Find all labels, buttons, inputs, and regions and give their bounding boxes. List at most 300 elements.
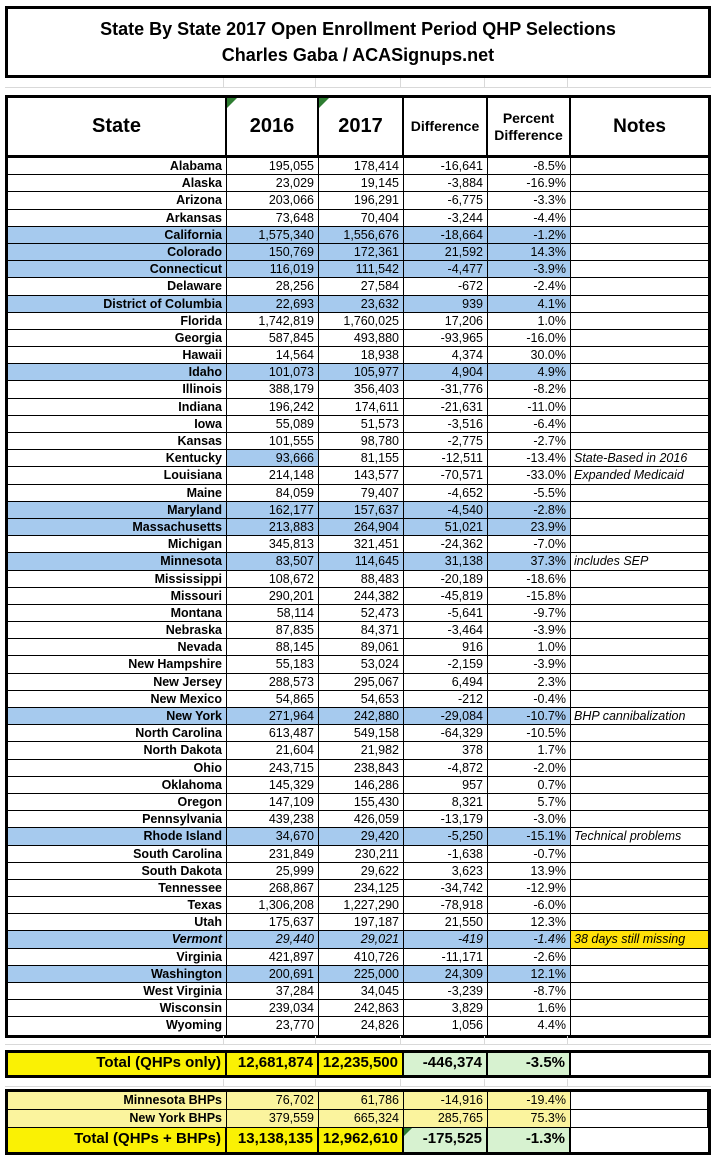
nevada-2017-cell[interactable]: 89,061 [319, 639, 404, 656]
new-jersey-note-cell[interactable] [571, 674, 708, 691]
grand-total-2017-cell[interactable]: 12,962,610 [319, 1128, 404, 1152]
north-dakota-2017-cell[interactable]: 21,982 [319, 742, 404, 759]
ohio-diff-cell[interactable]: -4,872 [404, 760, 488, 777]
hawaii-note-cell[interactable] [571, 347, 708, 364]
colorado-state-cell[interactable]: Colorado [8, 244, 227, 261]
montana-2016-cell[interactable]: 58,114 [227, 605, 319, 622]
kansas-diff-cell[interactable]: -2,775 [404, 433, 488, 450]
illinois-pct-cell[interactable]: -8.2% [488, 381, 571, 398]
wyoming-pct-cell[interactable]: 4.4% [488, 1017, 571, 1034]
ohio-2016-cell[interactable]: 243,715 [227, 760, 319, 777]
indiana-diff-cell[interactable]: -21,631 [404, 399, 488, 416]
maine-note-cell[interactable] [571, 485, 708, 502]
district-of-columbia-diff-cell[interactable]: 939 [404, 296, 488, 313]
montana-state-cell[interactable]: Montana [8, 605, 227, 622]
kentucky-pct-cell[interactable]: -13.4% [488, 450, 571, 467]
delaware-2017-cell[interactable]: 27,584 [319, 278, 404, 295]
west-virginia-2016-cell[interactable]: 37,284 [227, 983, 319, 1000]
wyoming-state-cell[interactable]: Wyoming [8, 1017, 227, 1034]
south-carolina-2017-cell[interactable]: 230,211 [319, 846, 404, 863]
minnesota-2016-cell[interactable]: 83,507 [227, 553, 319, 570]
north-carolina-note-cell[interactable] [571, 725, 708, 742]
washington-note-cell[interactable] [571, 966, 708, 983]
oklahoma-2016-cell[interactable]: 145,329 [227, 777, 319, 794]
minnesota-pct-cell[interactable]: 37.3% [488, 553, 571, 570]
new-jersey-pct-cell[interactable]: 2.3% [488, 674, 571, 691]
maine-diff-cell[interactable]: -4,652 [404, 485, 488, 502]
new-york-2016-cell[interactable]: 271,964 [227, 708, 319, 725]
wisconsin-2017-cell[interactable]: 242,863 [319, 1000, 404, 1017]
nevada-note-cell[interactable] [571, 639, 708, 656]
tennessee-pct-cell[interactable]: -12.9% [488, 880, 571, 897]
arizona-pct-cell[interactable]: -3.3% [488, 192, 571, 209]
california-pct-cell[interactable]: -1.2% [488, 227, 571, 244]
montana-pct-cell[interactable]: -9.7% [488, 605, 571, 622]
michigan-pct-cell[interactable]: -7.0% [488, 536, 571, 553]
colorado-pct-cell[interactable]: 14.3% [488, 244, 571, 261]
maine-2017-cell[interactable]: 79,407 [319, 485, 404, 502]
delaware-2016-cell[interactable]: 28,256 [227, 278, 319, 295]
arkansas-note-cell[interactable] [571, 210, 708, 227]
utah-2017-cell[interactable]: 197,187 [319, 914, 404, 931]
new-mexico-pct-cell[interactable]: -0.4% [488, 691, 571, 708]
ohio-state-cell[interactable]: Ohio [8, 760, 227, 777]
hawaii-state-cell[interactable]: Hawaii [8, 347, 227, 364]
idaho-diff-cell[interactable]: 4,904 [404, 364, 488, 381]
south-dakota-note-cell[interactable] [571, 863, 708, 880]
maryland-2016-cell[interactable]: 162,177 [227, 502, 319, 519]
north-dakota-pct-cell[interactable]: 1.7% [488, 742, 571, 759]
mississippi-2016-cell[interactable]: 108,672 [227, 571, 319, 588]
wyoming-2017-cell[interactable]: 24,826 [319, 1017, 404, 1034]
michigan-state-cell[interactable]: Michigan [8, 536, 227, 553]
district-of-columbia-2017-cell[interactable]: 23,632 [319, 296, 404, 313]
maryland-diff-cell[interactable]: -4,540 [404, 502, 488, 519]
grand-total-notes-cell[interactable] [571, 1128, 708, 1152]
california-note-cell[interactable] [571, 227, 708, 244]
texas-diff-cell[interactable]: -78,918 [404, 897, 488, 914]
tennessee-note-cell[interactable] [571, 880, 708, 897]
hawaii-2016-cell[interactable]: 14,564 [227, 347, 319, 364]
west-virginia-pct-cell[interactable]: -8.7% [488, 983, 571, 1000]
grand-total-diff-cell[interactable]: -175,525 [404, 1128, 488, 1152]
district-of-columbia-2016-cell[interactable]: 22,693 [227, 296, 319, 313]
nebraska-2016-cell[interactable]: 87,835 [227, 622, 319, 639]
nebraska-2017-cell[interactable]: 84,371 [319, 622, 404, 639]
north-dakota-state-cell[interactable]: North Dakota [8, 742, 227, 759]
west-virginia-2017-cell[interactable]: 34,045 [319, 983, 404, 1000]
illinois-2016-cell[interactable]: 388,179 [227, 381, 319, 398]
tennessee-2016-cell[interactable]: 268,867 [227, 880, 319, 897]
missouri-state-cell[interactable]: Missouri [8, 588, 227, 605]
new-hampshire-diff-cell[interactable]: -2,159 [404, 656, 488, 673]
west-virginia-note-cell[interactable] [571, 983, 708, 1000]
missouri-note-cell[interactable] [571, 588, 708, 605]
hawaii-pct-cell[interactable]: 30.0% [488, 347, 571, 364]
indiana-pct-cell[interactable]: -11.0% [488, 399, 571, 416]
oregon-2017-cell[interactable]: 155,430 [319, 794, 404, 811]
nevada-state-cell[interactable]: Nevada [8, 639, 227, 656]
oklahoma-diff-cell[interactable]: 957 [404, 777, 488, 794]
colorado-diff-cell[interactable]: 21,592 [404, 244, 488, 261]
texas-state-cell[interactable]: Texas [8, 897, 227, 914]
oregon-state-cell[interactable]: Oregon [8, 794, 227, 811]
ny-bhp-diff-cell[interactable]: 285,765 [404, 1110, 488, 1128]
michigan-note-cell[interactable] [571, 536, 708, 553]
grand-total-2016-cell[interactable]: 13,138,135 [227, 1128, 319, 1152]
kentucky-diff-cell[interactable]: -12,511 [404, 450, 488, 467]
mississippi-diff-cell[interactable]: -20,189 [404, 571, 488, 588]
mississippi-note-cell[interactable] [571, 571, 708, 588]
tennessee-2017-cell[interactable]: 234,125 [319, 880, 404, 897]
ohio-note-cell[interactable] [571, 760, 708, 777]
maine-2016-cell[interactable]: 84,059 [227, 485, 319, 502]
arkansas-pct-cell[interactable]: -4.4% [488, 210, 571, 227]
iowa-state-cell[interactable]: Iowa [8, 416, 227, 433]
georgia-2017-cell[interactable]: 493,880 [319, 330, 404, 347]
montana-2017-cell[interactable]: 52,473 [319, 605, 404, 622]
louisiana-pct-cell[interactable]: -33.0% [488, 467, 571, 484]
massachusetts-note-cell[interactable] [571, 519, 708, 536]
louisiana-state-cell[interactable]: Louisiana [8, 467, 227, 484]
kentucky-state-cell[interactable]: Kentucky [8, 450, 227, 467]
texas-2016-cell[interactable]: 1,306,208 [227, 897, 319, 914]
texas-2017-cell[interactable]: 1,227,290 [319, 897, 404, 914]
montana-diff-cell[interactable]: -5,641 [404, 605, 488, 622]
delaware-diff-cell[interactable]: -672 [404, 278, 488, 295]
grand-total-label-cell[interactable]: Total (QHPs + BHPs) [8, 1128, 227, 1152]
pennsylvania-2017-cell[interactable]: 426,059 [319, 811, 404, 828]
missouri-2016-cell[interactable]: 290,201 [227, 588, 319, 605]
idaho-2016-cell[interactable]: 101,073 [227, 364, 319, 381]
colorado-2016-cell[interactable]: 150,769 [227, 244, 319, 261]
ny-bhp-pct-cell[interactable]: 75.3% [488, 1110, 571, 1128]
washington-diff-cell[interactable]: 24,309 [404, 966, 488, 983]
qhp-total-2016-cell[interactable]: 12,681,874 [227, 1053, 319, 1075]
new-mexico-2016-cell[interactable]: 54,865 [227, 691, 319, 708]
south-carolina-note-cell[interactable] [571, 846, 708, 863]
alaska-diff-cell[interactable]: -3,884 [404, 175, 488, 192]
qhp-total-2017-cell[interactable]: 12,235,500 [319, 1053, 404, 1075]
georgia-diff-cell[interactable]: -93,965 [404, 330, 488, 347]
wyoming-diff-cell[interactable]: 1,056 [404, 1017, 488, 1034]
new-york-note-cell[interactable]: BHP cannibalization [571, 708, 708, 725]
maryland-2017-cell[interactable]: 157,637 [319, 502, 404, 519]
oregon-note-cell[interactable] [571, 794, 708, 811]
hawaii-2017-cell[interactable]: 18,938 [319, 347, 404, 364]
oklahoma-note-cell[interactable] [571, 777, 708, 794]
utah-note-cell[interactable] [571, 914, 708, 931]
new-york-diff-cell[interactable]: -29,084 [404, 708, 488, 725]
idaho-2017-cell[interactable]: 105,977 [319, 364, 404, 381]
south-carolina-diff-cell[interactable]: -1,638 [404, 846, 488, 863]
mn-bhp-2017-cell[interactable]: 61,786 [319, 1092, 404, 1109]
south-carolina-2016-cell[interactable]: 231,849 [227, 846, 319, 863]
qhp-total-diff-cell[interactable]: -446,374 [404, 1053, 488, 1075]
florida-2016-cell[interactable]: 1,742,819 [227, 313, 319, 330]
new-york-2017-cell[interactable]: 242,880 [319, 708, 404, 725]
iowa-2016-cell[interactable]: 55,089 [227, 416, 319, 433]
pennsylvania-state-cell[interactable]: Pennsylvania [8, 811, 227, 828]
district-of-columbia-note-cell[interactable] [571, 296, 708, 313]
new-jersey-2016-cell[interactable]: 288,573 [227, 674, 319, 691]
georgia-2016-cell[interactable]: 587,845 [227, 330, 319, 347]
louisiana-2016-cell[interactable]: 214,148 [227, 467, 319, 484]
alaska-2017-cell[interactable]: 19,145 [319, 175, 404, 192]
arizona-state-cell[interactable]: Arizona [8, 192, 227, 209]
alabama-2016-cell[interactable]: 195,055 [227, 158, 319, 175]
south-carolina-pct-cell[interactable]: -0.7% [488, 846, 571, 863]
mn-bhp-label-cell[interactable]: Minnesota BHPs [8, 1092, 227, 1109]
massachusetts-pct-cell[interactable]: 23.9% [488, 519, 571, 536]
ny-bhp-notes-cell[interactable] [571, 1110, 708, 1128]
alaska-pct-cell[interactable]: -16.9% [488, 175, 571, 192]
alaska-state-cell[interactable]: Alaska [8, 175, 227, 192]
north-dakota-diff-cell[interactable]: 378 [404, 742, 488, 759]
minnesota-note-cell[interactable]: includes SEP [571, 553, 708, 570]
connecticut-2016-cell[interactable]: 116,019 [227, 261, 319, 278]
vermont-diff-cell[interactable]: -419 [404, 931, 488, 948]
new-hampshire-state-cell[interactable]: New Hampshire [8, 656, 227, 673]
arizona-note-cell[interactable] [571, 192, 708, 209]
rhode-island-diff-cell[interactable]: -5,250 [404, 828, 488, 845]
mn-bhp-notes-cell[interactable] [571, 1092, 708, 1109]
mississippi-2017-cell[interactable]: 88,483 [319, 571, 404, 588]
texas-pct-cell[interactable]: -6.0% [488, 897, 571, 914]
wyoming-2016-cell[interactable]: 23,770 [227, 1017, 319, 1034]
louisiana-note-cell[interactable]: Expanded Medicaid [571, 467, 708, 484]
oregon-2016-cell[interactable]: 147,109 [227, 794, 319, 811]
mn-bhp-2016-cell[interactable]: 76,702 [227, 1092, 319, 1109]
nebraska-note-cell[interactable] [571, 622, 708, 639]
pennsylvania-diff-cell[interactable]: -13,179 [404, 811, 488, 828]
washington-2016-cell[interactable]: 200,691 [227, 966, 319, 983]
nebraska-pct-cell[interactable]: -3.9% [488, 622, 571, 639]
ny-bhp-label-cell[interactable]: New York BHPs [8, 1110, 227, 1128]
virginia-note-cell[interactable] [571, 949, 708, 966]
colorado-2017-cell[interactable]: 172,361 [319, 244, 404, 261]
maryland-pct-cell[interactable]: -2.8% [488, 502, 571, 519]
wisconsin-diff-cell[interactable]: 3,829 [404, 1000, 488, 1017]
alabama-diff-cell[interactable]: -16,641 [404, 158, 488, 175]
tennessee-diff-cell[interactable]: -34,742 [404, 880, 488, 897]
south-dakota-2017-cell[interactable]: 29,622 [319, 863, 404, 880]
illinois-note-cell[interactable] [571, 381, 708, 398]
alabama-2017-cell[interactable]: 178,414 [319, 158, 404, 175]
missouri-pct-cell[interactable]: -15.8% [488, 588, 571, 605]
maine-pct-cell[interactable]: -5.5% [488, 485, 571, 502]
massachusetts-2016-cell[interactable]: 213,883 [227, 519, 319, 536]
virginia-2016-cell[interactable]: 421,897 [227, 949, 319, 966]
north-dakota-note-cell[interactable] [571, 742, 708, 759]
kansas-2017-cell[interactable]: 98,780 [319, 433, 404, 450]
montana-note-cell[interactable] [571, 605, 708, 622]
district-of-columbia-pct-cell[interactable]: 4.1% [488, 296, 571, 313]
virginia-pct-cell[interactable]: -2.6% [488, 949, 571, 966]
massachusetts-state-cell[interactable]: Massachusetts [8, 519, 227, 536]
vermont-pct-cell[interactable]: -1.4% [488, 931, 571, 948]
minnesota-diff-cell[interactable]: 31,138 [404, 553, 488, 570]
california-2017-cell[interactable]: 1,556,676 [319, 227, 404, 244]
arkansas-diff-cell[interactable]: -3,244 [404, 210, 488, 227]
connecticut-pct-cell[interactable]: -3.9% [488, 261, 571, 278]
delaware-pct-cell[interactable]: -2.4% [488, 278, 571, 295]
wisconsin-pct-cell[interactable]: 1.6% [488, 1000, 571, 1017]
kansas-note-cell[interactable] [571, 433, 708, 450]
maryland-state-cell[interactable]: Maryland [8, 502, 227, 519]
oklahoma-2017-cell[interactable]: 146,286 [319, 777, 404, 794]
north-carolina-pct-cell[interactable]: -10.5% [488, 725, 571, 742]
vermont-2016-cell[interactable]: 29,440 [227, 931, 319, 948]
alaska-2016-cell[interactable]: 23,029 [227, 175, 319, 192]
qhp-total-pct-cell[interactable]: -3.5% [488, 1053, 571, 1075]
indiana-2016-cell[interactable]: 196,242 [227, 399, 319, 416]
north-carolina-state-cell[interactable]: North Carolina [8, 725, 227, 742]
arizona-diff-cell[interactable]: -6,775 [404, 192, 488, 209]
utah-state-cell[interactable]: Utah [8, 914, 227, 931]
ohio-pct-cell[interactable]: -2.0% [488, 760, 571, 777]
idaho-state-cell[interactable]: Idaho [8, 364, 227, 381]
west-virginia-diff-cell[interactable]: -3,239 [404, 983, 488, 1000]
new-mexico-note-cell[interactable] [571, 691, 708, 708]
south-dakota-pct-cell[interactable]: 13.9% [488, 863, 571, 880]
vermont-2017-cell[interactable]: 29,021 [319, 931, 404, 948]
connecticut-state-cell[interactable]: Connecticut [8, 261, 227, 278]
rhode-island-state-cell[interactable]: Rhode Island [8, 828, 227, 845]
nevada-pct-cell[interactable]: 1.0% [488, 639, 571, 656]
tennessee-state-cell[interactable]: Tennessee [8, 880, 227, 897]
wisconsin-state-cell[interactable]: Wisconsin [8, 1000, 227, 1017]
georgia-note-cell[interactable] [571, 330, 708, 347]
arkansas-2016-cell[interactable]: 73,648 [227, 210, 319, 227]
texas-note-cell[interactable] [571, 897, 708, 914]
washington-2017-cell[interactable]: 225,000 [319, 966, 404, 983]
kentucky-2017-cell[interactable]: 81,155 [319, 450, 404, 467]
north-carolina-2016-cell[interactable]: 613,487 [227, 725, 319, 742]
kansas-2016-cell[interactable]: 101,555 [227, 433, 319, 450]
delaware-note-cell[interactable] [571, 278, 708, 295]
kansas-pct-cell[interactable]: -2.7% [488, 433, 571, 450]
michigan-diff-cell[interactable]: -24,362 [404, 536, 488, 553]
georgia-state-cell[interactable]: Georgia [8, 330, 227, 347]
arizona-2016-cell[interactable]: 203,066 [227, 192, 319, 209]
alaska-note-cell[interactable] [571, 175, 708, 192]
virginia-2017-cell[interactable]: 410,726 [319, 949, 404, 966]
new-jersey-2017-cell[interactable]: 295,067 [319, 674, 404, 691]
vermont-note-cell[interactable]: 38 days still missing [571, 931, 708, 948]
maryland-note-cell[interactable] [571, 502, 708, 519]
ohio-2017-cell[interactable]: 238,843 [319, 760, 404, 777]
north-carolina-diff-cell[interactable]: -64,329 [404, 725, 488, 742]
north-dakota-2016-cell[interactable]: 21,604 [227, 742, 319, 759]
new-hampshire-pct-cell[interactable]: -3.9% [488, 656, 571, 673]
qhp-total-notes-cell[interactable] [571, 1053, 708, 1075]
north-carolina-2017-cell[interactable]: 549,158 [319, 725, 404, 742]
iowa-diff-cell[interactable]: -3,516 [404, 416, 488, 433]
new-jersey-diff-cell[interactable]: 6,494 [404, 674, 488, 691]
minnesota-state-cell[interactable]: Minnesota [8, 553, 227, 570]
new-york-state-cell[interactable]: New York [8, 708, 227, 725]
iowa-2017-cell[interactable]: 51,573 [319, 416, 404, 433]
rhode-island-2017-cell[interactable]: 29,420 [319, 828, 404, 845]
massachusetts-diff-cell[interactable]: 51,021 [404, 519, 488, 536]
oklahoma-pct-cell[interactable]: 0.7% [488, 777, 571, 794]
washington-pct-cell[interactable]: 12.1% [488, 966, 571, 983]
ny-bhp-2017-cell[interactable]: 665,324 [319, 1110, 404, 1128]
arkansas-2017-cell[interactable]: 70,404 [319, 210, 404, 227]
nevada-2016-cell[interactable]: 88,145 [227, 639, 319, 656]
nebraska-diff-cell[interactable]: -3,464 [404, 622, 488, 639]
pennsylvania-pct-cell[interactable]: -3.0% [488, 811, 571, 828]
idaho-pct-cell[interactable]: 4.9% [488, 364, 571, 381]
wyoming-note-cell[interactable] [571, 1017, 708, 1034]
missouri-2017-cell[interactable]: 244,382 [319, 588, 404, 605]
ny-bhp-2016-cell[interactable]: 379,559 [227, 1110, 319, 1128]
indiana-state-cell[interactable]: Indiana [8, 399, 227, 416]
new-hampshire-2016-cell[interactable]: 55,183 [227, 656, 319, 673]
wisconsin-2016-cell[interactable]: 239,034 [227, 1000, 319, 1017]
wisconsin-note-cell[interactable] [571, 1000, 708, 1017]
minnesota-2017-cell[interactable]: 114,645 [319, 553, 404, 570]
louisiana-diff-cell[interactable]: -70,571 [404, 467, 488, 484]
mn-bhp-pct-cell[interactable]: -19.4% [488, 1092, 571, 1109]
missouri-diff-cell[interactable]: -45,819 [404, 588, 488, 605]
alabama-pct-cell[interactable]: -8.5% [488, 158, 571, 175]
rhode-island-2016-cell[interactable]: 34,670 [227, 828, 319, 845]
idaho-note-cell[interactable] [571, 364, 708, 381]
arkansas-state-cell[interactable]: Arkansas [8, 210, 227, 227]
california-state-cell[interactable]: California [8, 227, 227, 244]
mississippi-state-cell[interactable]: Mississippi [8, 571, 227, 588]
michigan-2017-cell[interactable]: 321,451 [319, 536, 404, 553]
kentucky-note-cell[interactable]: State-Based in 2016 [571, 450, 708, 467]
oklahoma-state-cell[interactable]: Oklahoma [8, 777, 227, 794]
florida-state-cell[interactable]: Florida [8, 313, 227, 330]
florida-diff-cell[interactable]: 17,206 [404, 313, 488, 330]
west-virginia-state-cell[interactable]: West Virginia [8, 983, 227, 1000]
california-2016-cell[interactable]: 1,575,340 [227, 227, 319, 244]
oregon-diff-cell[interactable]: 8,321 [404, 794, 488, 811]
district-of-columbia-state-cell[interactable]: District of Columbia [8, 296, 227, 313]
nevada-diff-cell[interactable]: 916 [404, 639, 488, 656]
south-carolina-state-cell[interactable]: South Carolina [8, 846, 227, 863]
arizona-2017-cell[interactable]: 196,291 [319, 192, 404, 209]
iowa-note-cell[interactable] [571, 416, 708, 433]
south-dakota-2016-cell[interactable]: 25,999 [227, 863, 319, 880]
new-york-pct-cell[interactable]: -10.7% [488, 708, 571, 725]
south-dakota-diff-cell[interactable]: 3,623 [404, 863, 488, 880]
south-dakota-state-cell[interactable]: South Dakota [8, 863, 227, 880]
california-diff-cell[interactable]: -18,664 [404, 227, 488, 244]
new-hampshire-2017-cell[interactable]: 53,024 [319, 656, 404, 673]
louisiana-2017-cell[interactable]: 143,577 [319, 467, 404, 484]
mississippi-pct-cell[interactable]: -18.6% [488, 571, 571, 588]
hawaii-diff-cell[interactable]: 4,374 [404, 347, 488, 364]
rhode-island-note-cell[interactable]: Technical problems [571, 828, 708, 845]
rhode-island-pct-cell[interactable]: -15.1% [488, 828, 571, 845]
georgia-pct-cell[interactable]: -16.0% [488, 330, 571, 347]
indiana-note-cell[interactable] [571, 399, 708, 416]
connecticut-2017-cell[interactable]: 111,542 [319, 261, 404, 278]
massachusetts-2017-cell[interactable]: 264,904 [319, 519, 404, 536]
new-mexico-state-cell[interactable]: New Mexico [8, 691, 227, 708]
florida-pct-cell[interactable]: 1.0% [488, 313, 571, 330]
qhp-total-label-cell[interactable]: Total (QHPs only) [8, 1053, 227, 1075]
alabama-state-cell[interactable]: Alabama [8, 158, 227, 175]
florida-note-cell[interactable] [571, 313, 708, 330]
new-mexico-2017-cell[interactable]: 54,653 [319, 691, 404, 708]
grand-total-pct-cell[interactable]: -1.3% [488, 1128, 571, 1152]
